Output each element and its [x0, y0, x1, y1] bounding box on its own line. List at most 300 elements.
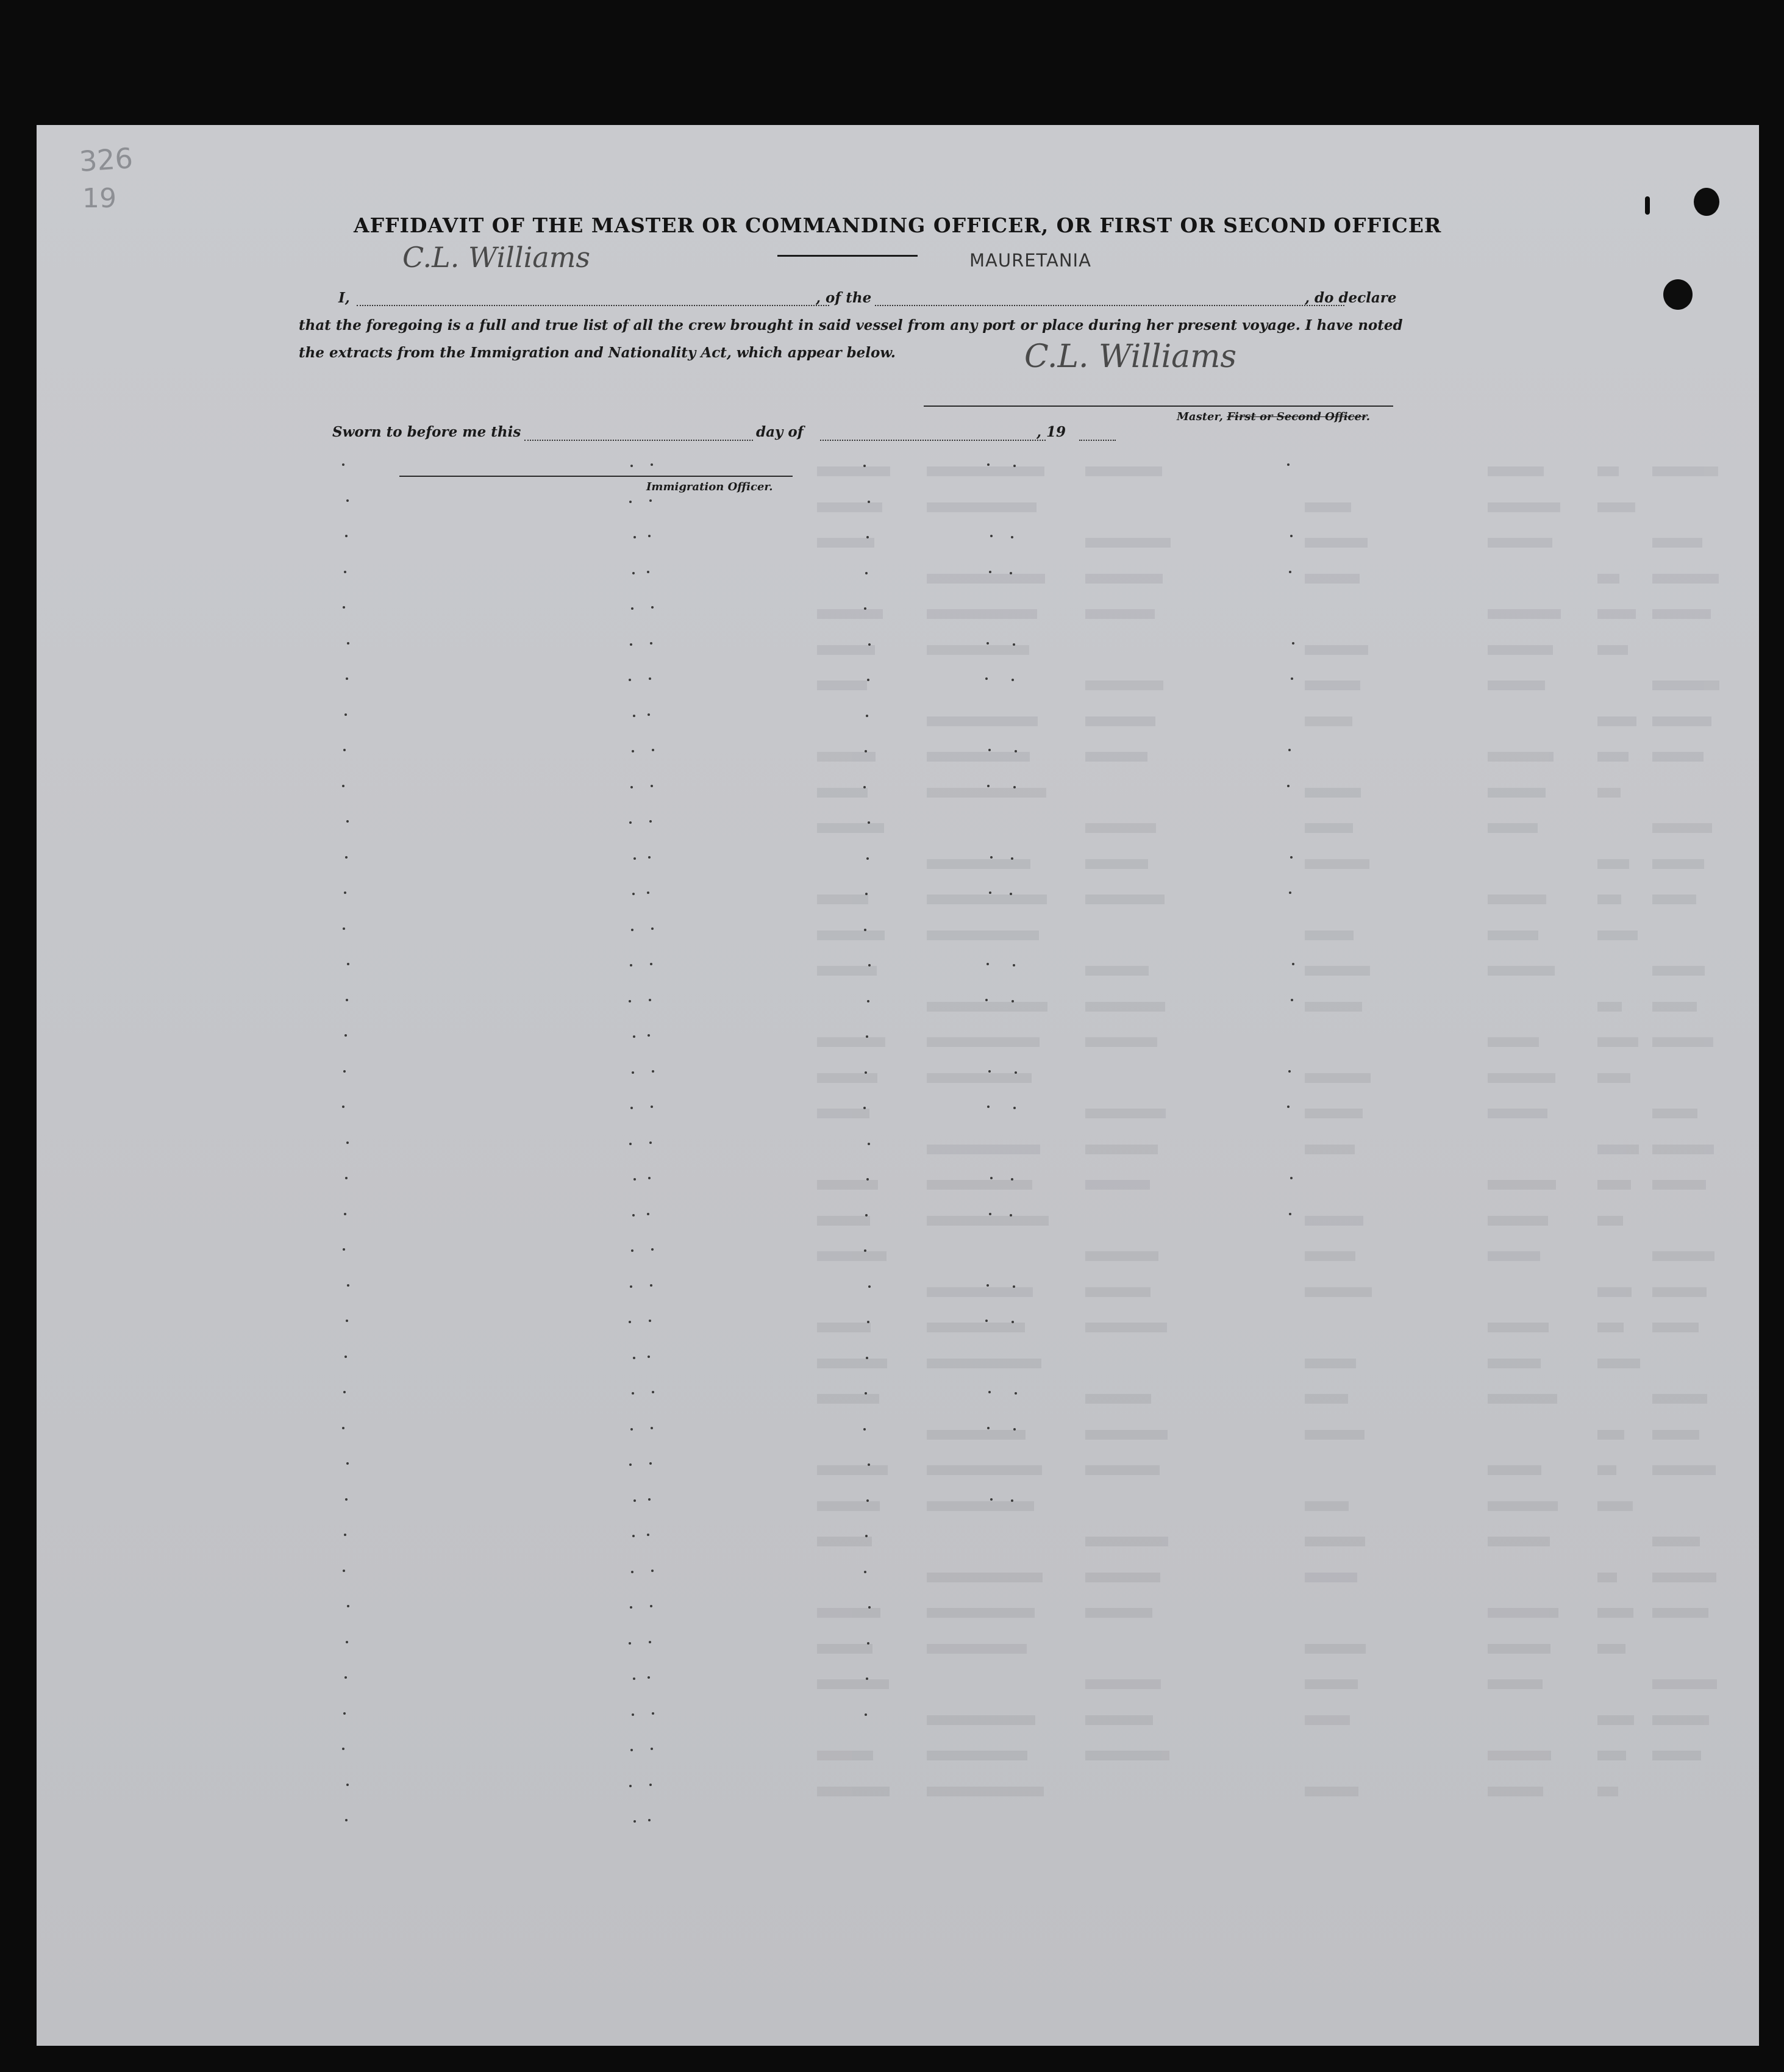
declaration-line-2: that the foregoing is a full and true list of all the crew brought in said vessel from any port or place during her present voyage. I have noted: [299, 317, 1403, 334]
ghost-text-line: [817, 1037, 885, 1047]
ghost-text-line: [1652, 609, 1711, 619]
ghost-text-line: [1305, 1145, 1355, 1154]
ghost-text-line: [1488, 645, 1553, 655]
column-dot: [1013, 1107, 1016, 1109]
column-dot: [1015, 1392, 1017, 1395]
ghost-text-line: [817, 823, 884, 833]
ghost-text-line: [1652, 1465, 1716, 1475]
ghost-text-line: [927, 1465, 1042, 1475]
column-dot: [866, 536, 869, 538]
ghost-text-line: [1085, 1679, 1161, 1689]
ghost-text-line: [1488, 1608, 1558, 1618]
ghost-text-line: [1085, 895, 1165, 904]
column-dot: [866, 1677, 868, 1680]
column-dot: [649, 499, 652, 502]
column-dot: [342, 463, 344, 466]
ghost-text-line: [1305, 1537, 1365, 1546]
column-dot: [632, 1535, 635, 1537]
ghost-text-line: [1085, 466, 1162, 476]
column-dot: [987, 1427, 990, 1429]
ghost-text-line: [1085, 1145, 1158, 1154]
master-signature: C.L. Williams: [1024, 338, 1237, 375]
column-dot: [868, 1285, 871, 1288]
ghost-text-line: [927, 1073, 1032, 1083]
ghost-text-line: [927, 1287, 1033, 1297]
column-dot: [346, 1141, 349, 1144]
ghost-text-line: [1305, 574, 1360, 584]
master-caption-plain: Master,: [1177, 410, 1227, 423]
ghost-text-line: [1305, 1787, 1358, 1796]
column-dot: [1292, 963, 1294, 965]
column-dot: [632, 750, 634, 752]
ghost-text-line: [1488, 1216, 1548, 1226]
ghost-text-line: [817, 966, 877, 976]
ghost-text-line: [817, 1216, 870, 1226]
ghost-text-line: [817, 895, 868, 904]
sworn-day-of: day of: [756, 424, 804, 440]
ghost-text-line: [1305, 966, 1370, 976]
ghost-text-line: [927, 1180, 1032, 1190]
ghost-text-line: [1085, 1109, 1166, 1118]
column-dot: [344, 891, 346, 894]
column-dot: [987, 785, 990, 787]
ghost-text-line: [927, 1715, 1035, 1725]
column-dot: [651, 606, 654, 609]
ghost-text-line: [1652, 1394, 1707, 1404]
column-dot: [633, 1357, 635, 1359]
column-dot: [345, 535, 348, 537]
ghost-text-line: [1597, 609, 1636, 619]
column-dot: [988, 1070, 991, 1073]
column-dot: [864, 1249, 866, 1252]
column-dot: [342, 785, 344, 787]
ghost-text-line: [1488, 1394, 1557, 1404]
column-dot: [630, 1428, 633, 1431]
ghost-text-line: [1305, 681, 1360, 690]
ghost-text-line: [927, 1608, 1035, 1618]
column-dot: [648, 1676, 650, 1679]
ghost-text-line: [1488, 931, 1538, 940]
column-dot: [652, 1391, 654, 1393]
column-dot: [1015, 750, 1017, 752]
column-dot: [649, 677, 651, 680]
ghost-text-line: [817, 1073, 877, 1083]
ghost-text-line: [1652, 1751, 1701, 1760]
ghost-text-line: [1652, 538, 1702, 548]
ghost-text-line: [1652, 752, 1704, 762]
column-dot: [1290, 856, 1293, 859]
column-dot: [632, 1071, 634, 1074]
column-dot: [343, 1070, 346, 1073]
column-dot: [632, 572, 635, 574]
ghost-text-line: [817, 502, 882, 512]
document-page: [37, 125, 1759, 2046]
ghost-text-line: [1652, 1537, 1700, 1546]
column-dot: [990, 856, 993, 859]
ghost-text-line: [817, 788, 868, 798]
column-dot: [865, 572, 868, 574]
ghost-text-line: [1488, 1109, 1547, 1118]
column-dot: [647, 1534, 649, 1536]
column-dot: [630, 1606, 632, 1609]
column-dot: [1013, 786, 1016, 788]
ghost-text-line: [817, 1323, 871, 1332]
ghost-text-line: [1305, 1251, 1355, 1261]
ghost-text-line: [1597, 1145, 1639, 1154]
master-caption: [1177, 410, 1370, 423]
ghost-text-line: [1597, 645, 1628, 655]
ghost-text-line: [1085, 859, 1148, 869]
ghost-text-line: [927, 1323, 1025, 1332]
column-dot: [1289, 1213, 1291, 1215]
column-dot: [344, 1534, 346, 1536]
column-dot: [1289, 891, 1291, 894]
ghost-text-line: [817, 1608, 880, 1618]
column-dot: [631, 607, 633, 610]
ghost-text-line: [1305, 1394, 1348, 1404]
column-dot: [629, 679, 631, 681]
ghost-text-line: [927, 859, 1030, 869]
column-dot: [629, 1000, 631, 1002]
column-dot: [347, 1605, 349, 1607]
punch-hole-middle: [1663, 279, 1693, 310]
column-dot: [985, 999, 988, 1001]
ghost-text-line: [1652, 966, 1705, 976]
sworn-prefix: Sworn to before me this: [332, 424, 521, 440]
column-dot: [648, 1819, 651, 1821]
ghost-text-line: [817, 1501, 880, 1511]
ghost-text-line: [1305, 931, 1354, 940]
declaration-prefix: I,: [338, 290, 350, 306]
column-dot: [342, 1427, 344, 1429]
column-dot: [630, 786, 633, 788]
ghost-text-line: [1305, 1501, 1349, 1511]
column-dot: [868, 1463, 870, 1466]
column-dot: [1288, 749, 1291, 751]
column-dot: [651, 1570, 654, 1572]
immigration-officer-caption: Immigration Officer.: [646, 480, 773, 493]
column-dot: [343, 1391, 346, 1393]
column-dot: [630, 1285, 632, 1288]
affidavit-title: AFFIDAVIT OF THE MASTER OR COMMANDING OFFICER, OR FIRST OR SECOND OFFICER: [354, 213, 1442, 237]
ghost-text-line: [1488, 1359, 1541, 1368]
column-dot: [1010, 572, 1012, 574]
ghost-text-line: [817, 1465, 888, 1475]
ghost-text-line: [1488, 823, 1538, 833]
ghost-text-line: [1305, 1573, 1357, 1582]
ghost-text-line: [817, 752, 876, 762]
ghost-text-line: [1305, 859, 1369, 869]
column-dot: [864, 1571, 866, 1573]
column-dot: [346, 820, 349, 823]
ghost-text-line: [1488, 1537, 1550, 1546]
ghost-text-line: [1488, 1679, 1543, 1689]
column-dot: [989, 891, 991, 894]
column-dot: [868, 501, 870, 503]
ghost-text-line: [1305, 823, 1353, 833]
ghost-text-line: [927, 645, 1029, 655]
column-dot: [652, 1070, 654, 1073]
sworn-year: , 19: [1037, 424, 1066, 440]
column-dot: [651, 785, 653, 787]
ghost-text-line: [927, 466, 1044, 476]
column-dot: [632, 1214, 635, 1216]
column-dot: [630, 643, 632, 646]
ghost-text-line: [1652, 716, 1711, 726]
column-dot: [864, 929, 866, 931]
column-dot: [346, 1462, 349, 1465]
ghost-text-line: [927, 609, 1037, 619]
ghost-text-line: [1597, 1037, 1638, 1047]
column-dot: [632, 1713, 634, 1716]
column-dot: [987, 963, 989, 965]
bleed-through-text: [37, 125, 1759, 2046]
column-dot: [651, 1106, 653, 1108]
column-dot: [868, 643, 871, 646]
column-dot: [865, 1713, 867, 1716]
column-dot: [1015, 1071, 1017, 1074]
column-dot: [633, 1499, 636, 1502]
ghost-text-line: [1597, 1787, 1618, 1796]
column-dot: [1288, 1070, 1291, 1073]
ghost-text-line: [1652, 1251, 1714, 1261]
ghost-text-line: [1597, 1002, 1622, 1012]
column-dot: [629, 1143, 632, 1145]
column-dot: [650, 963, 652, 965]
ghost-text-line: [1597, 1359, 1640, 1368]
ghost-text-line: [927, 1359, 1041, 1368]
column-dot: [866, 1178, 869, 1181]
column-dot: [630, 1107, 633, 1109]
column-dot: [1012, 1000, 1014, 1002]
ghost-text-line: [1085, 823, 1156, 833]
ghost-text-line: [1597, 1465, 1616, 1475]
ghost-text-line: [1597, 1287, 1632, 1297]
column-dot: [344, 571, 346, 573]
column-dot: [346, 1641, 348, 1643]
ghost-text-line: [1305, 1002, 1362, 1012]
column-dot: [344, 1034, 347, 1037]
column-dot: [652, 749, 654, 751]
ghost-text-line: [1488, 1787, 1543, 1796]
column-dot: [343, 1712, 346, 1715]
title-underline: [777, 255, 918, 257]
ghost-text-line: [1488, 681, 1545, 690]
column-dot: [1287, 463, 1290, 466]
column-dot: [629, 1463, 632, 1466]
column-dot: [1013, 643, 1015, 646]
ghost-text-line: [817, 1751, 873, 1760]
name-fill-line: [357, 305, 829, 306]
column-dot: [345, 1819, 348, 1821]
ghost-text-line: [1085, 1002, 1165, 1012]
ghost-text-line: [1085, 1465, 1160, 1475]
ghost-text-line: [927, 931, 1039, 940]
column-dot: [648, 713, 650, 716]
column-dot: [648, 1034, 650, 1037]
ghost-text-line: [1085, 609, 1155, 619]
sworn-month-line: [820, 440, 1046, 441]
column-dot: [990, 535, 993, 537]
column-dot: [630, 465, 633, 467]
ghost-text-line: [1597, 1715, 1634, 1725]
ghost-text-line: [1597, 931, 1638, 940]
ghost-text-line: [1652, 1002, 1697, 1012]
ghost-text-line: [1085, 1715, 1153, 1725]
ghost-text-line: [1488, 752, 1554, 762]
vessel-name-stamp: MAURETANIA: [969, 250, 1091, 271]
ghost-text-line: [1305, 1679, 1358, 1689]
ghost-text-line: [817, 1359, 887, 1368]
column-dot: [630, 1749, 633, 1751]
column-dot: [867, 1000, 869, 1002]
column-dot: [865, 750, 867, 752]
punch-hole-top: [1694, 188, 1719, 216]
ghost-text-line: [1305, 1109, 1363, 1118]
column-dot: [1291, 677, 1293, 680]
column-dot: [1010, 1214, 1012, 1216]
column-dot: [866, 857, 869, 860]
column-dot: [866, 1357, 868, 1359]
declaration-do-declare: , do declare: [1305, 290, 1397, 306]
column-dot: [649, 999, 651, 1001]
ghost-text-line: [817, 1644, 872, 1654]
ghost-text-line: [1085, 716, 1155, 726]
sworn-day-line: [524, 440, 753, 441]
column-dot: [1012, 679, 1014, 681]
ghost-text-line: [1652, 1715, 1709, 1725]
column-dot: [1011, 1499, 1013, 1502]
column-dot: [344, 1213, 346, 1215]
ghost-text-line: [1488, 609, 1561, 619]
column-dot: [649, 1641, 651, 1643]
ghost-text-line: [1085, 538, 1171, 548]
ghost-text-line: [927, 1787, 1044, 1796]
ghost-text-line: [1652, 1573, 1716, 1582]
column-dot: [647, 891, 649, 894]
column-dot: [648, 1498, 651, 1501]
column-dot: [344, 1356, 347, 1358]
column-dot: [865, 1392, 867, 1395]
column-dot: [649, 820, 652, 823]
ghost-text-line: [1597, 895, 1621, 904]
ghost-text-line: [1597, 574, 1619, 584]
ghost-text-line: [1652, 1109, 1697, 1118]
ghost-text-line: [927, 716, 1038, 726]
column-dot: [1287, 1106, 1290, 1108]
column-dot: [633, 1820, 636, 1823]
ghost-text-line: [1305, 1216, 1363, 1226]
column-dot: [344, 713, 347, 716]
ghost-text-line: [1488, 966, 1555, 976]
master-signature-line: [924, 405, 1393, 407]
ghost-text-line: [927, 1751, 1027, 1760]
column-dot: [631, 929, 633, 931]
column-dot: [987, 1284, 989, 1287]
ghost-text-line: [1488, 1180, 1556, 1190]
ghost-text-line: [1085, 681, 1163, 690]
ghost-text-line: [1652, 895, 1696, 904]
ghost-text-line: [1085, 574, 1163, 584]
column-dot: [343, 927, 345, 930]
ghost-text-line: [1488, 1323, 1549, 1332]
column-dot: [1011, 1178, 1013, 1181]
ghost-text-line: [1085, 966, 1149, 976]
ghost-text-line: [1085, 1573, 1160, 1582]
column-dot: [1287, 785, 1290, 787]
column-dot: [649, 1141, 652, 1144]
column-dot: [989, 571, 991, 573]
column-dot: [630, 964, 632, 966]
ghost-text-line: [1652, 823, 1712, 833]
column-dot: [650, 1284, 652, 1287]
ghost-text-line: [1305, 716, 1352, 726]
ghost-text-line: [1305, 1430, 1365, 1440]
ghost-text-line: [1597, 1644, 1625, 1654]
column-dot: [652, 1712, 654, 1715]
column-dot: [347, 1284, 349, 1287]
column-dot: [648, 535, 651, 537]
ghost-text-line: [817, 538, 874, 548]
column-dot: [629, 821, 632, 824]
column-dot: [651, 1248, 654, 1251]
ghost-text-line: [1085, 1251, 1158, 1261]
column-dot: [1291, 999, 1293, 1001]
column-dot: [343, 749, 346, 751]
column-dot: [985, 677, 988, 680]
ghost-text-line: [927, 1145, 1040, 1154]
ghost-text-line: [927, 788, 1046, 798]
column-dot: [1011, 857, 1013, 860]
ghost-text-line: [1305, 538, 1368, 548]
column-dot: [346, 677, 348, 680]
column-dot: [346, 1784, 349, 1786]
column-dot: [1292, 642, 1294, 645]
master-caption-struck: First or Second Officer: [1227, 410, 1366, 423]
column-dot: [1289, 571, 1291, 573]
master-caption-end: .: [1366, 410, 1371, 423]
declaration-of-the: , of the: [816, 290, 872, 306]
ghost-text-line: [1305, 1644, 1366, 1654]
ghost-text-line: [1652, 574, 1719, 584]
ghost-text-line: [1597, 859, 1629, 869]
ghost-text-line: [927, 752, 1030, 762]
column-dot: [343, 1570, 345, 1572]
column-dot: [1013, 1285, 1015, 1288]
column-dot: [344, 1676, 347, 1679]
ghost-text-line: [1652, 1608, 1708, 1618]
column-dot: [651, 463, 653, 466]
ghost-text-line: [1652, 1323, 1699, 1332]
column-dot: [865, 1071, 867, 1074]
column-dot: [650, 1605, 652, 1607]
ghost-text-line: [927, 1644, 1027, 1654]
ghost-text-line: [1305, 1359, 1356, 1368]
ghost-text-line: [1597, 1073, 1630, 1083]
ghost-text-line: [817, 931, 885, 940]
column-dot: [345, 856, 348, 859]
ghost-text-line: [1652, 1037, 1713, 1047]
column-dot: [651, 927, 654, 930]
column-dot: [633, 1178, 636, 1181]
ghost-text-line: [1652, 1145, 1714, 1154]
column-dot: [648, 856, 651, 859]
ghost-text-line: [1652, 1679, 1717, 1689]
column-dot: [868, 1606, 871, 1609]
column-dot: [651, 1748, 653, 1750]
ghost-text-line: [1597, 502, 1635, 512]
ghost-text-line: [1305, 788, 1361, 798]
